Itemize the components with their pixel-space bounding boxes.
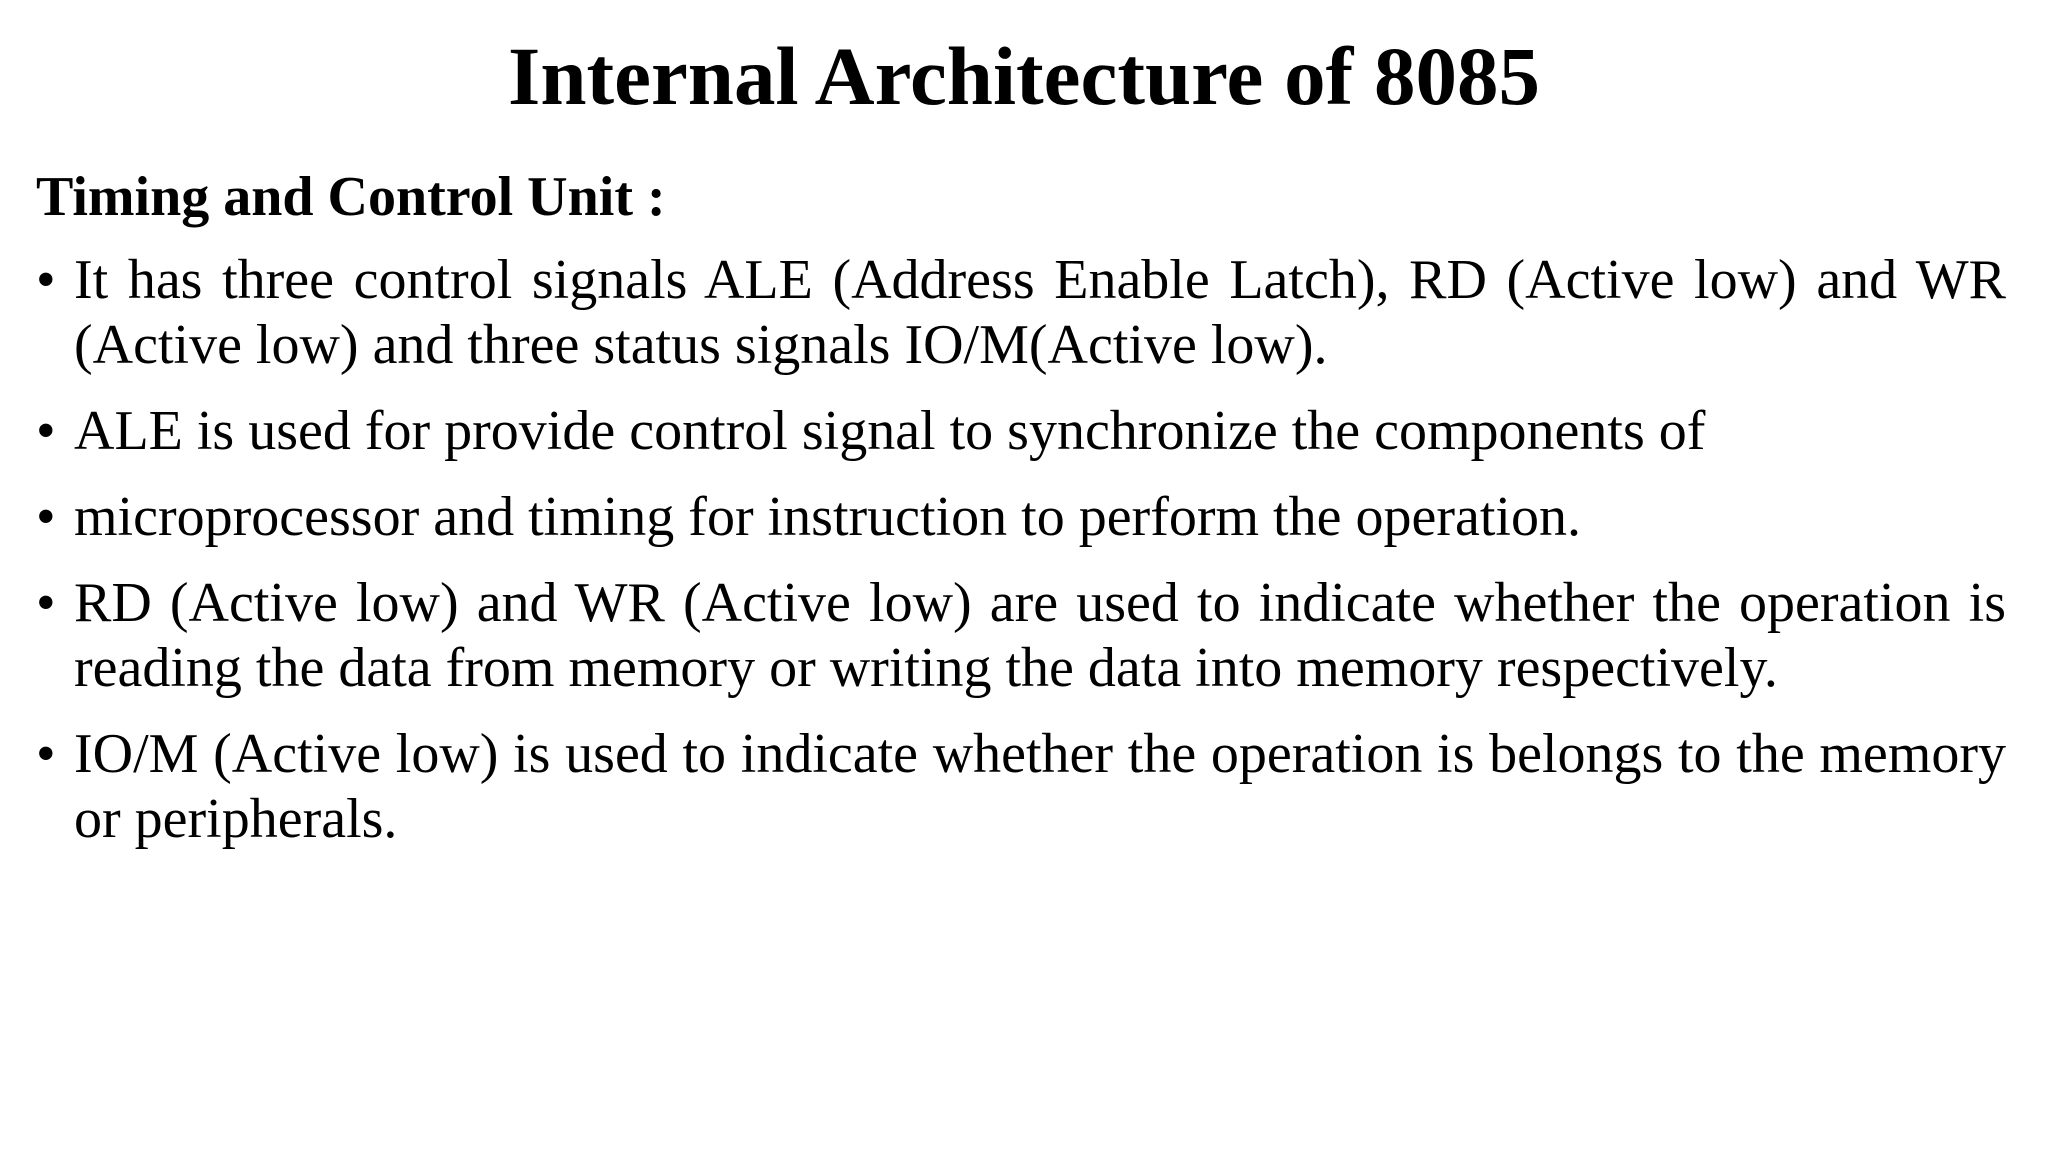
bullet-text: ALE is used for provide control signal to synchronize the components of (74, 400, 1706, 462)
bullet-item-control-signals (36, 248, 2006, 378)
bullet-dot-icon: • (36, 723, 56, 785)
bullet-dot-icon: • (36, 572, 56, 634)
bullet-text: microprocessor and timing for instruction to perform the operation. (74, 486, 1581, 548)
bullet-list (36, 248, 2006, 873)
bullet-item-ale (36, 399, 2006, 464)
bullet-item-rd-wr (36, 571, 2006, 701)
bullet-item-microprocessor-timing (36, 485, 2006, 550)
section-heading: Timing and Control Unit : (36, 166, 666, 228)
bullet-item-io-m (36, 722, 2006, 852)
bullet-dot-icon: • (36, 249, 56, 311)
slide-title: Internal Architecture of 8085 (508, 30, 1540, 122)
bullet-dot-icon: • (36, 400, 56, 462)
bullet-text: RD (Active low) and WR (Active low) are used to indicate whether the operation is reading the data from memory or writing the data into memory respectively. (74, 572, 2006, 699)
bullet-text: IO/M (Active low) is used to indicate whether the operation is belongs to the memory or peripherals. (74, 723, 2006, 850)
bullet-text: It has three control signals ALE (Address Enable Latch), RD (Active low) and WR (Active low) and three status signals IO/M(Active low). (74, 249, 2006, 376)
bullet-dot-icon: • (36, 486, 56, 548)
